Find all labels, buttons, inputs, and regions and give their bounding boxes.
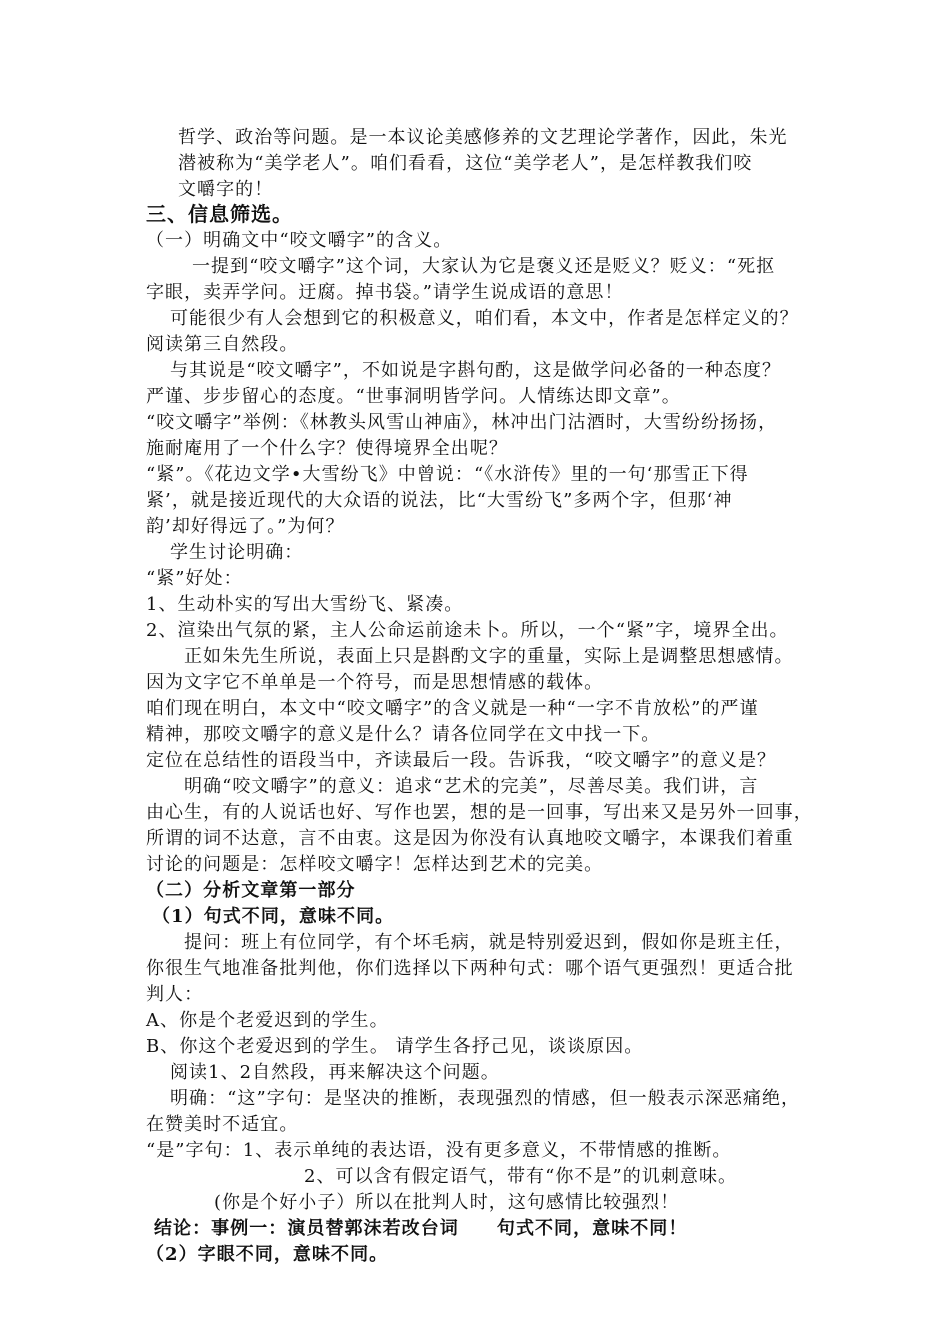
paragraph-line: 1、生动朴实的写出大雪纷飞、紧凑。 bbox=[146, 594, 464, 615]
paragraph-line: 因为文字它不单单是一个符号，而是思想情感的载体。 bbox=[146, 672, 604, 693]
paragraph-line: 一提到“咬文嚼字”这个词，大家认为它是褒义还是贬义？贬义：“死抠 bbox=[192, 256, 776, 277]
paragraph-line: 定位在总结性的语段当中，齐读最后一段。告诉我，“咬文嚼字”的意义是？ bbox=[146, 750, 777, 771]
paragraph-line: “是”字句：1、表示单纯的表达语，没有更多意义，不带情感的推断。 bbox=[146, 1140, 732, 1161]
paragraph-line: 判人： bbox=[146, 984, 204, 1005]
paragraph-line: 精神，那咬文嚼字的意义是什么？请各位同学在文中找一下。 bbox=[146, 724, 661, 745]
paragraph-line: 在赞美时不适宜。 bbox=[146, 1114, 299, 1135]
subsection-heading: （1）句式不同，意味不同。 bbox=[152, 906, 395, 927]
paragraph-line: 阅读1、2自然段，再来解决这个问题。 bbox=[170, 1062, 500, 1083]
paragraph-line: 紧’，就是接近现代的大众语的说法，比“大雪纷飞”多两个字，但那‘神 bbox=[146, 490, 733, 511]
paragraph-line: A、你是个老爱迟到的学生。 bbox=[146, 1010, 389, 1031]
paragraph-line: 明确“咬文嚼字”的意义：追求“艺术的完美”，尽善尽美。我们讲，言 bbox=[184, 776, 759, 797]
paragraph-line: 哲学、政治等问题。是一本议论美感修养的文艺理论学著作，因此，朱光 bbox=[178, 127, 788, 148]
paragraph-line: 严谨、步步留心的态度。“世事洞明皆学问。人情练达即文章”。 bbox=[146, 386, 681, 407]
paragraph-line: 提问：班上有位同学，有个坏毛病，就是特别爱迟到，假如你是班主任， bbox=[184, 932, 794, 953]
paragraph-line: (你是个好小子）所以在批判人时，这句感情比较强烈！ bbox=[214, 1192, 680, 1213]
conclusion-line: 结论：事例一：演员替郭沫若改台词 句式不同，意味不同！ bbox=[154, 1218, 688, 1239]
paragraph-line: 2、可以含有假定语气，带有“你不是”的讥刺意味。 bbox=[304, 1166, 738, 1187]
paragraph-line: “紧”好处： bbox=[146, 568, 243, 589]
paragraph-line: 可能很少有人会想到它的积极意义，咱们看，本文中，作者是怎样定义的？ bbox=[170, 308, 799, 329]
paragraph-line: 所谓的词不达意，言不由衷。这是因为你没有认真地咬文嚼字，本课我们着重 bbox=[146, 828, 794, 849]
paragraph-line: 文嚼字的！ bbox=[178, 179, 274, 200]
paragraph-line: “紧”。《花边文学•大雪纷飞》中曾说：“《水浒传》里的一句‘那雪正下得 bbox=[146, 464, 749, 485]
paragraph-line: 字眼，卖弄学问。迂腐。掉书袋。”请学生说成语的意思！ bbox=[146, 282, 624, 303]
subsection-heading: （2）字眼不同，意味不同。 bbox=[146, 1244, 389, 1265]
subsection-heading: （二）分析文章第一部分 bbox=[146, 880, 356, 901]
paragraph-line: 由心生，有的人说话也好、写作也罢，想的是一回事，写出来又是另外一回事， bbox=[146, 802, 813, 823]
paragraph-line: B、你这个老爱迟到的学生。 请学生各抒己见，谈谈原因。 bbox=[146, 1036, 644, 1057]
paragraph-line: 讨论的问题是：怎样咬文嚼字！怎样达到艺术的完美。 bbox=[146, 854, 604, 875]
paragraph-line: 韵’却好得远了。”为何？ bbox=[146, 516, 345, 537]
paragraph-line: 正如朱先生所说，表面上只是斟酌文字的重量，实际上是调整思想感情。 bbox=[184, 646, 794, 667]
paragraph-line: 明确：“这”字句：是坚决的推断，表现强烈的情感，但一般表示深恶痛绝， bbox=[170, 1088, 801, 1109]
section-heading: 三、信息筛选。 bbox=[146, 202, 293, 226]
paragraph-line: 施耐庵用了一个什么字？使得境界全出呢？ bbox=[146, 438, 508, 459]
paragraph-line: 咱们现在明白，本文中“咬文嚼字”的含义就是一种“一字不肯放松”的严谨 bbox=[146, 698, 759, 719]
paragraph-line: 潜被称为“美学老人”。咱们看看，这位“美学老人”，是怎样教我们咬 bbox=[178, 153, 753, 174]
paragraph-line: “咬文嚼字”举例：《林教头风雪山神庙》，林冲出门沽酒时，大雪纷纷扬扬， bbox=[146, 412, 778, 433]
paragraph-line: 2、渲染出气氛的紧，主人公命运前途未卜。所以，一个“紧”字，境界全出。 bbox=[146, 620, 789, 641]
subsection-heading: （一）明确文中“咬文嚼字”的含义。 bbox=[146, 230, 453, 251]
paragraph-line: 你很生气地准备批判他，你们选择以下两种句式：哪个语气更强烈！更适合批 bbox=[146, 958, 794, 979]
paragraph-line: 阅读第三自然段。 bbox=[146, 334, 299, 355]
paragraph-line: 与其说是“咬文嚼字”，不如说是字斟句酌，这是做学问必备的一种态度？ bbox=[170, 360, 782, 381]
paragraph-line: 学生讨论明确： bbox=[170, 542, 304, 563]
